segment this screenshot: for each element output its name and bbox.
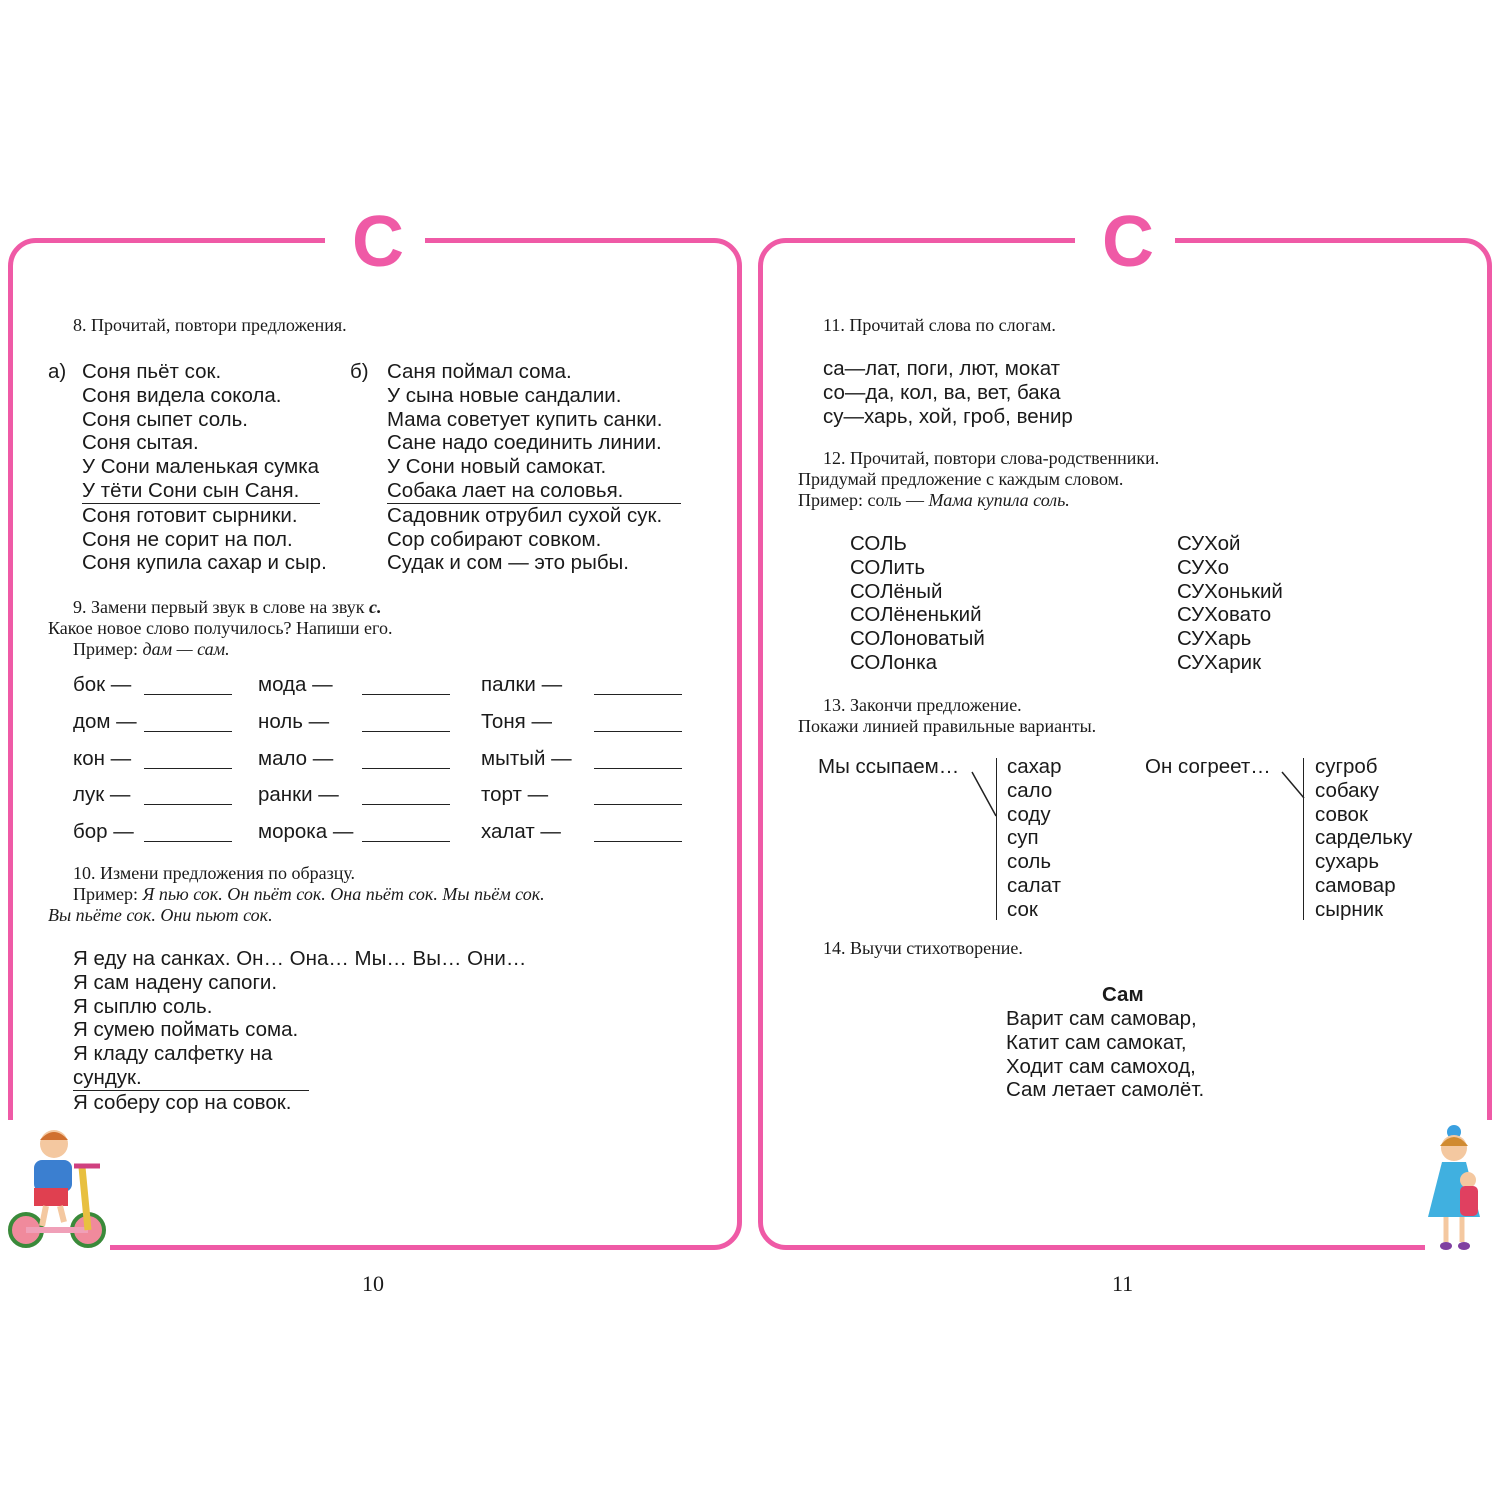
syllable-line: су—харь, хой, гроб, венир [823,404,1073,428]
answer-blank[interactable] [362,731,450,732]
connector-line [1280,770,1306,800]
option: салат [1007,873,1061,897]
ex9-word: дом — [73,709,137,733]
sentence: Я соберу сор на совок. [73,1090,292,1114]
option: суп [1007,826,1039,850]
answer-blank[interactable] [362,804,450,805]
sentence: Соня видела сокола. [82,383,282,407]
option: самовар [1315,873,1396,897]
ex9-word: бор — [73,820,134,844]
ex9-word: мода — [258,673,333,696]
option: сырник [1315,897,1384,921]
sentence: Саня поймал сома. [387,360,572,383]
ex13-opts2 [1315,755,1412,922]
ex13-stem1: Мы ссыпаем… [818,755,960,778]
sentence: Я сумею поймать сома. [73,1018,299,1042]
example-label: Пример: [73,884,139,904]
sentence: Судак и сом — это рыбы. [387,551,629,575]
ex10-lines [73,947,526,1115]
answer-blank[interactable] [362,841,450,842]
ex9-line2: Какое новое слово получилось? Напиши его. [48,618,393,638]
sentence: У сына новые сандалии. [387,383,622,407]
ex9-word: ноль — [258,709,330,733]
sentence: Собака лает на соловья. [387,479,681,504]
right-letter-heading: С [1102,202,1154,282]
sentence: Соня готовит сырники. [82,503,298,527]
word: СУХарик [1177,650,1262,674]
girl-with-doll-illustration [1424,1122,1496,1257]
word: СУХой [1177,532,1241,555]
boy-on-scooter-illustration [4,1122,108,1257]
answer-blank[interactable] [594,804,682,805]
answer-blank[interactable] [362,694,450,695]
ex8-b-list [387,360,681,575]
example-text: Мама купила соль. [928,490,1070,510]
sentence: Соня купила сахар и сыр. [82,551,327,575]
answer-blank[interactable] [362,768,450,769]
ex12-col1 [850,532,985,675]
sentence: Соня сытая. [82,431,199,455]
answer-blank[interactable] [144,694,232,695]
ex13-opts1 [1007,755,1061,922]
answer-blank[interactable] [594,731,682,732]
answer-blank[interactable] [144,731,232,732]
ex9-word: бок — [73,673,132,696]
ex11-title: 11. Прочитай слова по слогам. [823,315,1056,335]
word: СОЛить [850,555,926,579]
page-number-left: 10 [362,1271,384,1296]
sentence: Соня не сорит на пол. [82,527,293,551]
ex14-title: 14. Выучи стихотворение. [823,938,1023,958]
example-label: Пример: [73,639,139,659]
word: СОЛоноватый [850,627,985,651]
answer-blank[interactable] [594,768,682,769]
ex9-example [73,639,230,660]
sentence: Я еду на санках. Он… Она… Мы… Вы… Они… [73,947,527,970]
answer-blank[interactable] [144,841,232,842]
answer-blank[interactable] [594,841,682,842]
option: сок [1007,897,1038,921]
poem-title: Сам [1102,983,1144,1006]
ex8-title: 8. Прочитай, повтори предложения. [73,315,347,335]
poem [1006,1007,1204,1102]
option: сугроб [1315,755,1378,778]
example-text: дам — сам. [142,639,230,659]
word: СУХо [1177,555,1229,579]
sentence: Соня пьёт сок. [82,360,222,383]
ex10-example-cont: Вы пьёте сок. Они пьют сок. [48,905,273,925]
ex9-title [73,597,381,618]
ex8-a-label: а) [48,360,67,383]
answer-blank[interactable] [594,694,682,695]
ex9-word: мытый — [481,746,572,770]
sentence: У Сони новый самокат. [387,455,607,479]
ex11-lines [823,357,1073,428]
word: СУХонький [1177,579,1283,603]
ex12-line2: Придумай предложение с каждым словом. [798,469,1124,489]
option: сало [1007,778,1053,802]
option: соду [1007,802,1051,826]
option: соль [1007,850,1052,874]
answer-blank[interactable] [144,804,232,805]
word: СОЛёный [850,579,943,603]
option: совок [1315,802,1368,826]
page-number-right: 11 [1112,1271,1134,1296]
ex12-example [798,490,1070,511]
example-label: Пример: соль — [798,490,924,510]
word: СОЛЬ [850,532,907,555]
option: сардельку [1315,826,1413,850]
ex9-word: торт — [481,783,549,807]
ex8-a-list [82,360,327,575]
syllable-line: са—лат, поги, лют, мокат [823,357,1061,380]
ex9-title-text: 9. Замени первый звук в слове на звук [73,597,365,617]
sentence: Я сам надену сапоги. [73,970,278,994]
ex12-title: 12. Прочитай, повтори слова-родственники. [823,448,1160,468]
ex13-title: 13. Закончи предложение. [823,695,1022,715]
ex13-stem2: Он согреет… [1145,755,1271,778]
option: собаку [1315,778,1380,802]
ex13-line2: Покажи линией правильные варианты. [798,716,1097,736]
poem-line: Сам летает самолёт. [1006,1078,1205,1102]
option: сухарь [1315,850,1380,874]
sentence: Сор собирают совком. [387,527,602,551]
sentence: У Сони маленькая сумка [82,455,320,479]
ex9-word: халат — [481,820,561,844]
ex10-title: 10. Измени предложения по образцу. [73,863,356,883]
ex9-letter: с. [368,597,382,617]
sentence: Садовник отрубил сухой сук. [387,503,663,527]
sentence: Мама советует купить санки. [387,407,663,431]
ex9-word: кон — [73,746,132,770]
answer-blank[interactable] [144,768,232,769]
sentence: Соня сыпет соль. [82,407,248,431]
ex9-word: Тоня — [481,709,552,733]
ex9-word: морока — [258,820,354,844]
poem-line: Ходит сам самоход, [1006,1054,1196,1078]
ex10-example [73,884,545,905]
ex8-b-label: б) [350,360,369,383]
example-text: Я пью сок. Он пьёт сок. Она пьёт сок. Мы пьём сок. [142,884,545,904]
word: СУХарь [1177,627,1252,651]
sentence: У тёти Сони сын Саня. [82,479,320,504]
poem-line: Варит сам самовар, [1006,1007,1197,1030]
sentence: Я сыплю соль. [73,994,213,1018]
word: СУХовато [1177,603,1272,627]
sentence: Я кладу салфетку на сундук. [73,1042,309,1091]
option: сахар [1007,755,1062,778]
ex12-col2 [1177,532,1283,675]
ex9-word: палки — [481,673,563,696]
ex9-word: ранки — [258,783,339,807]
ex9-word: лук — [73,783,131,807]
connector-line [970,770,998,820]
ex9-word: мало — [258,746,334,770]
word: СОЛёненький [850,603,982,627]
left-letter-heading: С [352,202,404,282]
syllable-line: со—да, кол, ва, вет, бака [823,380,1061,404]
word: СОЛонка [850,650,938,674]
poem-line: Катит сам самокат, [1006,1030,1187,1054]
sentence: Сане надо соединить линии. [387,431,662,455]
